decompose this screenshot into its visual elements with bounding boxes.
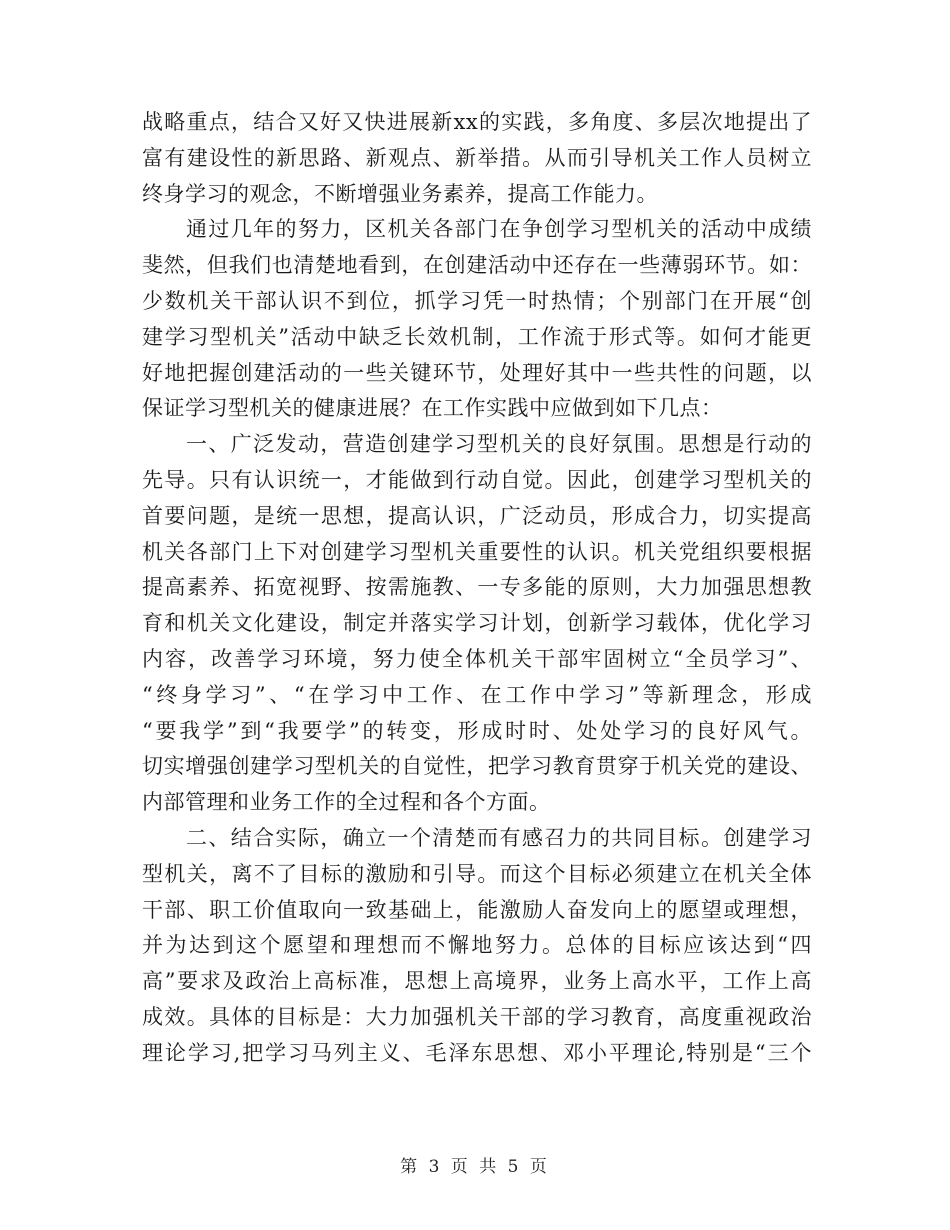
text-line: 内部管理和业务工作的全过程和各个方面。: [142, 790, 551, 815]
text-line: 建学习型机关”活动中缺乏长效机制，工作流于形式等。如何才能更: [142, 324, 812, 349]
text-line: 战略重点，结合又好又快进展新xx的实践，多角度、多层次地提出了: [142, 110, 812, 134]
text-line: 一、广泛发动，营造创建学习型机关的良好氛围。思想是行动的: [186, 432, 812, 457]
text-line: 型机关，离不了目标的激励和引导。而这个目标必须建立在机关全体: [142, 861, 812, 886]
text-line: 首要问题，是统一思想，提高认识，广泛动员，形成合力，切实提高: [142, 503, 812, 528]
text-line: 高”要求及政治上高标准，思想上高境界，业务上高水平，工作上高: [142, 969, 812, 994]
text-line: 终身学习的观念，不断增强业务素养，提高工作能力。: [142, 181, 658, 206]
text-line: 保证学习型机关的健康进展？在工作实践中应做到如下几点：: [142, 396, 723, 421]
text-line: 内容，改善学习环境，努力使全体机关干部牢固树立“全员学习”、: [142, 646, 812, 671]
text-line: 机关各部门上下对创建学习型机关重要性的认识。机关党组织要根据: [142, 539, 812, 564]
text-line: 斐然，但我们也清楚地看到，在创建活动中还存在一些薄弱环节。如：: [142, 253, 812, 278]
text-line: 二、结合实际，确立一个清楚而有感召力的共同目标。创建学习: [186, 825, 812, 850]
text-line: 成效。具体的目标是：大力加强机关干部的学习教育，高度重视政治: [142, 1004, 812, 1029]
text-line: 切实增强创建学习型机关的自觉性，把学习教育贯穿于机关党的建设、: [142, 754, 812, 779]
text-line: 富有建设性的新思路、新观点、新举措。从而引导机关工作人员树立: [142, 145, 812, 170]
text-line: 并为达到这个愿望和理想而不懈地努力。总体的目标应该达到“四: [142, 933, 812, 958]
paragraph: [142, 427, 812, 821]
text-line: 好地把握创建活动的一些关键环节，处理好其中一些共性的问题，以: [142, 360, 812, 385]
paragraph: [142, 821, 812, 1072]
text-line: 提高素养、拓宽视野、按需施教、一专多能的原则，大力加强思想教: [142, 575, 812, 600]
text-line: 先导。只有认识统一，才能做到行动自觉。因此，创建学习型机关的: [142, 467, 812, 492]
text-line: 通过几年的努力，区机关各部门在争创学习型机关的活动中成绩: [186, 217, 812, 242]
document-body: [142, 105, 812, 1072]
paragraph: [142, 212, 812, 427]
page-number: 第 3 页 共 5 页: [400, 1157, 550, 1177]
text-line: 育和机关文化建设，制定并落实学习计划，创新学习载体，优化学习: [142, 611, 812, 636]
text-line: “要我学”到“我要学”的转变，形成时时、处处学习的良好风气。: [142, 718, 812, 743]
text-line: 干部、职工价值取向一致基础上，能激励人奋发向上的愿望或理想，: [142, 897, 812, 922]
text-line: “终身学习”、“在学习中工作、在工作中学习”等新理念，形成: [142, 682, 812, 707]
text-line: 理论学习,把学习马列主义、毛泽东思想、邓小平理论,特别是“三个: [142, 1040, 812, 1065]
text-line: 少数机关干部认识不到位，抓学习凭一时热情；个别部门在开展“创: [142, 288, 812, 313]
paragraph: [142, 105, 812, 212]
